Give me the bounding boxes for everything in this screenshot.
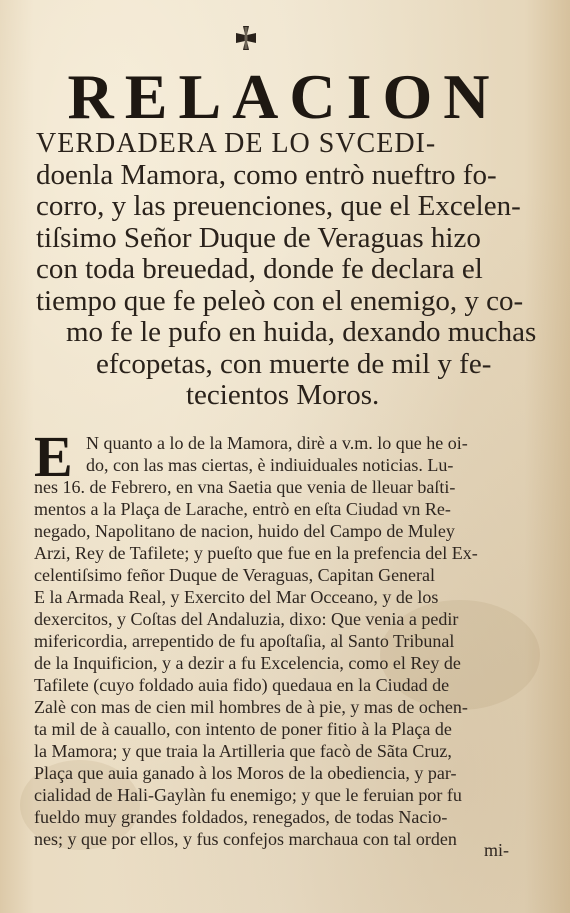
body-line: cialidad de Hali-Gaylàn fu enemigo; y que le feruian por fu [34, 785, 462, 805]
drop-cap: E [34, 424, 73, 489]
body-line: Plaça que auia ganado à los Moros de la obediencia, y par- [34, 763, 457, 783]
body-line: celentiſsimo feñor Duque de Veraguas, Capitan General [34, 565, 436, 585]
body-line: negado, Napolitano de nacion, huido del Campo de Muley [34, 521, 455, 541]
body-line: de la Inquificion, y a dezir a fu Excelencia, como el Rey de [34, 653, 461, 673]
headline: RELACION [67, 61, 501, 132]
title-line: efcopetas, con muerte de mil y fe- [96, 347, 492, 380]
catchword: mi- [484, 840, 509, 860]
body-line: nes; y que por ellos, y fus confejos marchaua con tal orden [34, 829, 457, 849]
body-line: E la Armada Real, y Exercito del Mar Occeano, y de los [34, 587, 439, 607]
title-line: tiempo que fe peleò con el enemigo, y co- [36, 284, 524, 317]
title-line: corro, y las preuenciones, que el Excelen- [36, 190, 521, 222]
body-text [34, 424, 539, 850]
body-line: mentos a la Plaça de Larache, entrò en eſta Ciudad vn Re- [34, 499, 451, 519]
title-line: doenla Mamora, como entrò nueftro fo- [36, 158, 497, 191]
title-line: VERDADERA DE LO SVCEDI- [36, 128, 437, 159]
body-line: Arzi, Rey de Tafilete; y pueſto que fue en la prefencia del Ex- [34, 543, 478, 563]
body-line: nes 16. de Febrero, en vna Saetia que venia de lleuar baſti- [34, 477, 456, 497]
body-line: fueldo muy grandes foldados, renegados, de todas Nacio- [34, 807, 448, 827]
title-line: tiſsimo Señor Duque de Veraguas hizo [36, 221, 481, 254]
body-line: ta mil de à cauallo, con intento de poner fitio à la Plaça de [34, 719, 452, 739]
title-block [30, 128, 540, 412]
title-line: mo fe le pufo en huida, dexando muchas [66, 316, 537, 348]
body-line: N quanto a lo de la Mamora, dirè a v.m. lo que he oi- [86, 433, 468, 453]
cross-pattee-icon [232, 24, 260, 52]
body-line: do, con las mas ciertas, è indiuiduales noticias. Lu- [86, 455, 454, 475]
body-line: dexercitos, y Coſtas del Andaluzia, dixo: Que venia a pedir [34, 609, 459, 629]
body-line: Zalè con mas de cien mil hombres de à pie, y mas de ochen- [34, 697, 468, 717]
body-line: la Mamora; y que traia la Artilleria que facò de Sãta Cruz, [34, 741, 452, 761]
body-line: Tafilete (cuyo foldado auia fido) quedaua en la Ciudad de [34, 675, 450, 695]
title-line: con toda breuedad, donde fe declara el [36, 253, 483, 285]
title-line: tecientos Moros. [186, 379, 380, 411]
body-line: mifericordia, arrepentido de fu apoſtaſia, al Santo Tribunal [34, 631, 455, 651]
